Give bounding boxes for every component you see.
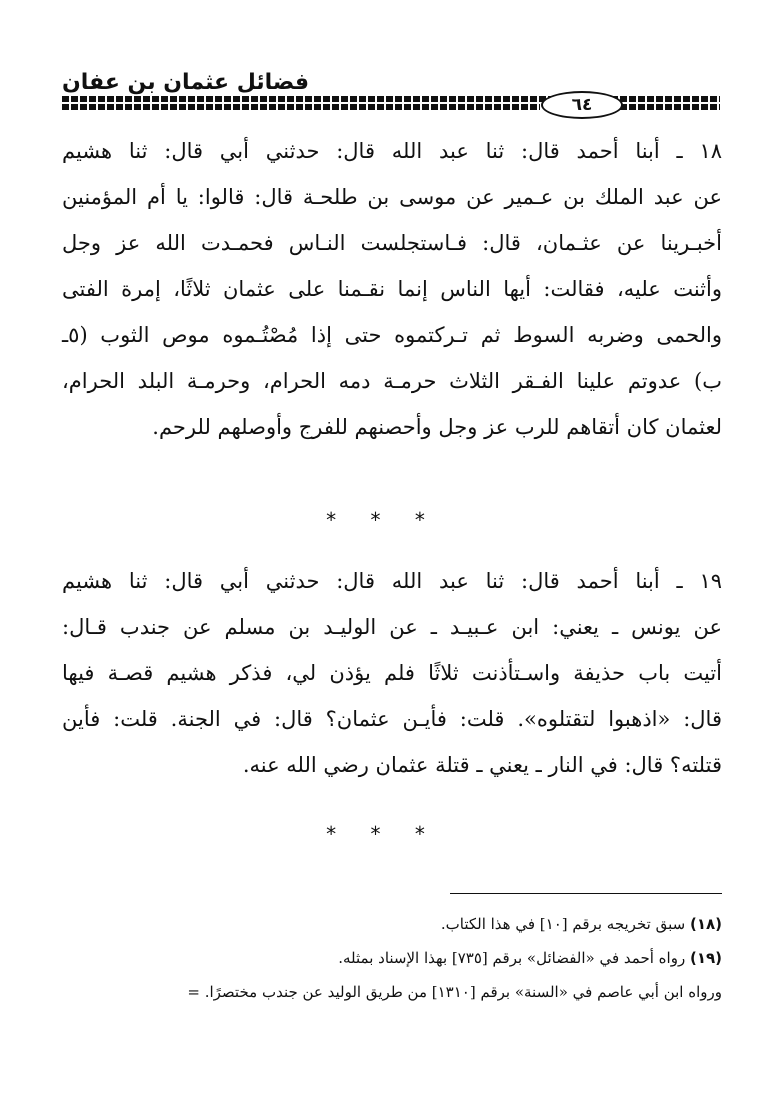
hadith-18-line: ب) عدوتم علينا الفـقر الثلاث حرمـة دمه الحرام، وحرمـة البلد الحرام، — [62, 369, 722, 393]
hadith-18-line: ١٨ ـ أبنا أحمد قال: ثنا عبد الله قال: حدثني أبي قال: ثنا هشيم — [62, 139, 722, 163]
footnotes — [50, 910, 722, 1012]
hadith-19-line: قتلته؟ قال: في النار ـ يعني ـ قتلة عثمان رضي الله عنه. — [242, 753, 722, 777]
header-rule-left — [62, 104, 540, 110]
hadith-19 — [62, 558, 722, 788]
footnote-rule — [450, 893, 722, 894]
header-rule-right — [620, 104, 720, 110]
running-header-title: فضائل عثمان بن عفان — [62, 70, 309, 95]
hadith-18-line: لعثمان كان أتقاهم للرب عز وجل وأحصنهم للفرج وأوصلهم للرحم. — [152, 415, 722, 439]
footnote-18 — [50, 910, 722, 944]
section-separator: * * * — [326, 508, 439, 532]
footnote-text: ورواه ابن أبي عاصم في «السنة» برقم [١٣١٠] من طريق الوليد عن جندب مختصرًا. = — [187, 983, 722, 1001]
hadith-18 — [62, 128, 722, 450]
footnote-19 — [50, 944, 722, 978]
footnote-text: رواه أحمد في «الفضائل» برقم [٧٣٥] بهذا الإسناد بمثله. — [338, 949, 686, 967]
hadith-18-line: أخبـرينا عن عثـمان، قال: فـاستجلست النـاس فحمـدت الله عز وجل — [62, 231, 722, 255]
section-separator: * * * — [326, 822, 439, 846]
hadith-18-line: وأثنت عليه، فقالت: أيها الناس إنما نقـمنا على عثمان ثلاثًا، إمرة الفتى — [62, 277, 722, 301]
hadith-19-line: قال: «اذهبوا لتقتلوه». قلت: فأيـن عثمان؟ قال: في الجنة. قلت: فأين — [62, 707, 722, 731]
hadith-18-line: عن عبد الملك بن عـمير عن موسى بن طلحـة قال: قالوا: يا أم المؤمنين — [62, 185, 722, 209]
hadith-19-line: أتيت باب حذيفة واسـتأذنت ثلاثًا فلم يؤذن لي، فذكر هشيم قصـة فيها — [62, 661, 722, 685]
footnote-text: سبق تخريجه برقم [١٠] في هذا الكتاب. — [440, 915, 686, 933]
hadith-18-line: والحمى وضربه السوط ثم تـركتموه حتى إذا مُصْتُـموه موص الثوب (٥ـ — [62, 323, 722, 347]
hadith-19-line: عن يونس ـ يعني: ابن عـبيـد ـ عن الوليـد بن مسلم عن جندب قـال: — [62, 615, 722, 639]
hadith-19-line: ١٩ ـ أبنا أحمد قال: ثنا عبد الله قال: حدثني أبي قال: ثنا هشيم — [62, 569, 722, 593]
footnote-19-continued — [50, 978, 722, 1012]
footnote-ref: (١٨) — [689, 915, 722, 933]
page-number: ٦٤ — [541, 91, 623, 119]
footnote-ref: (١٩) — [689, 949, 722, 967]
